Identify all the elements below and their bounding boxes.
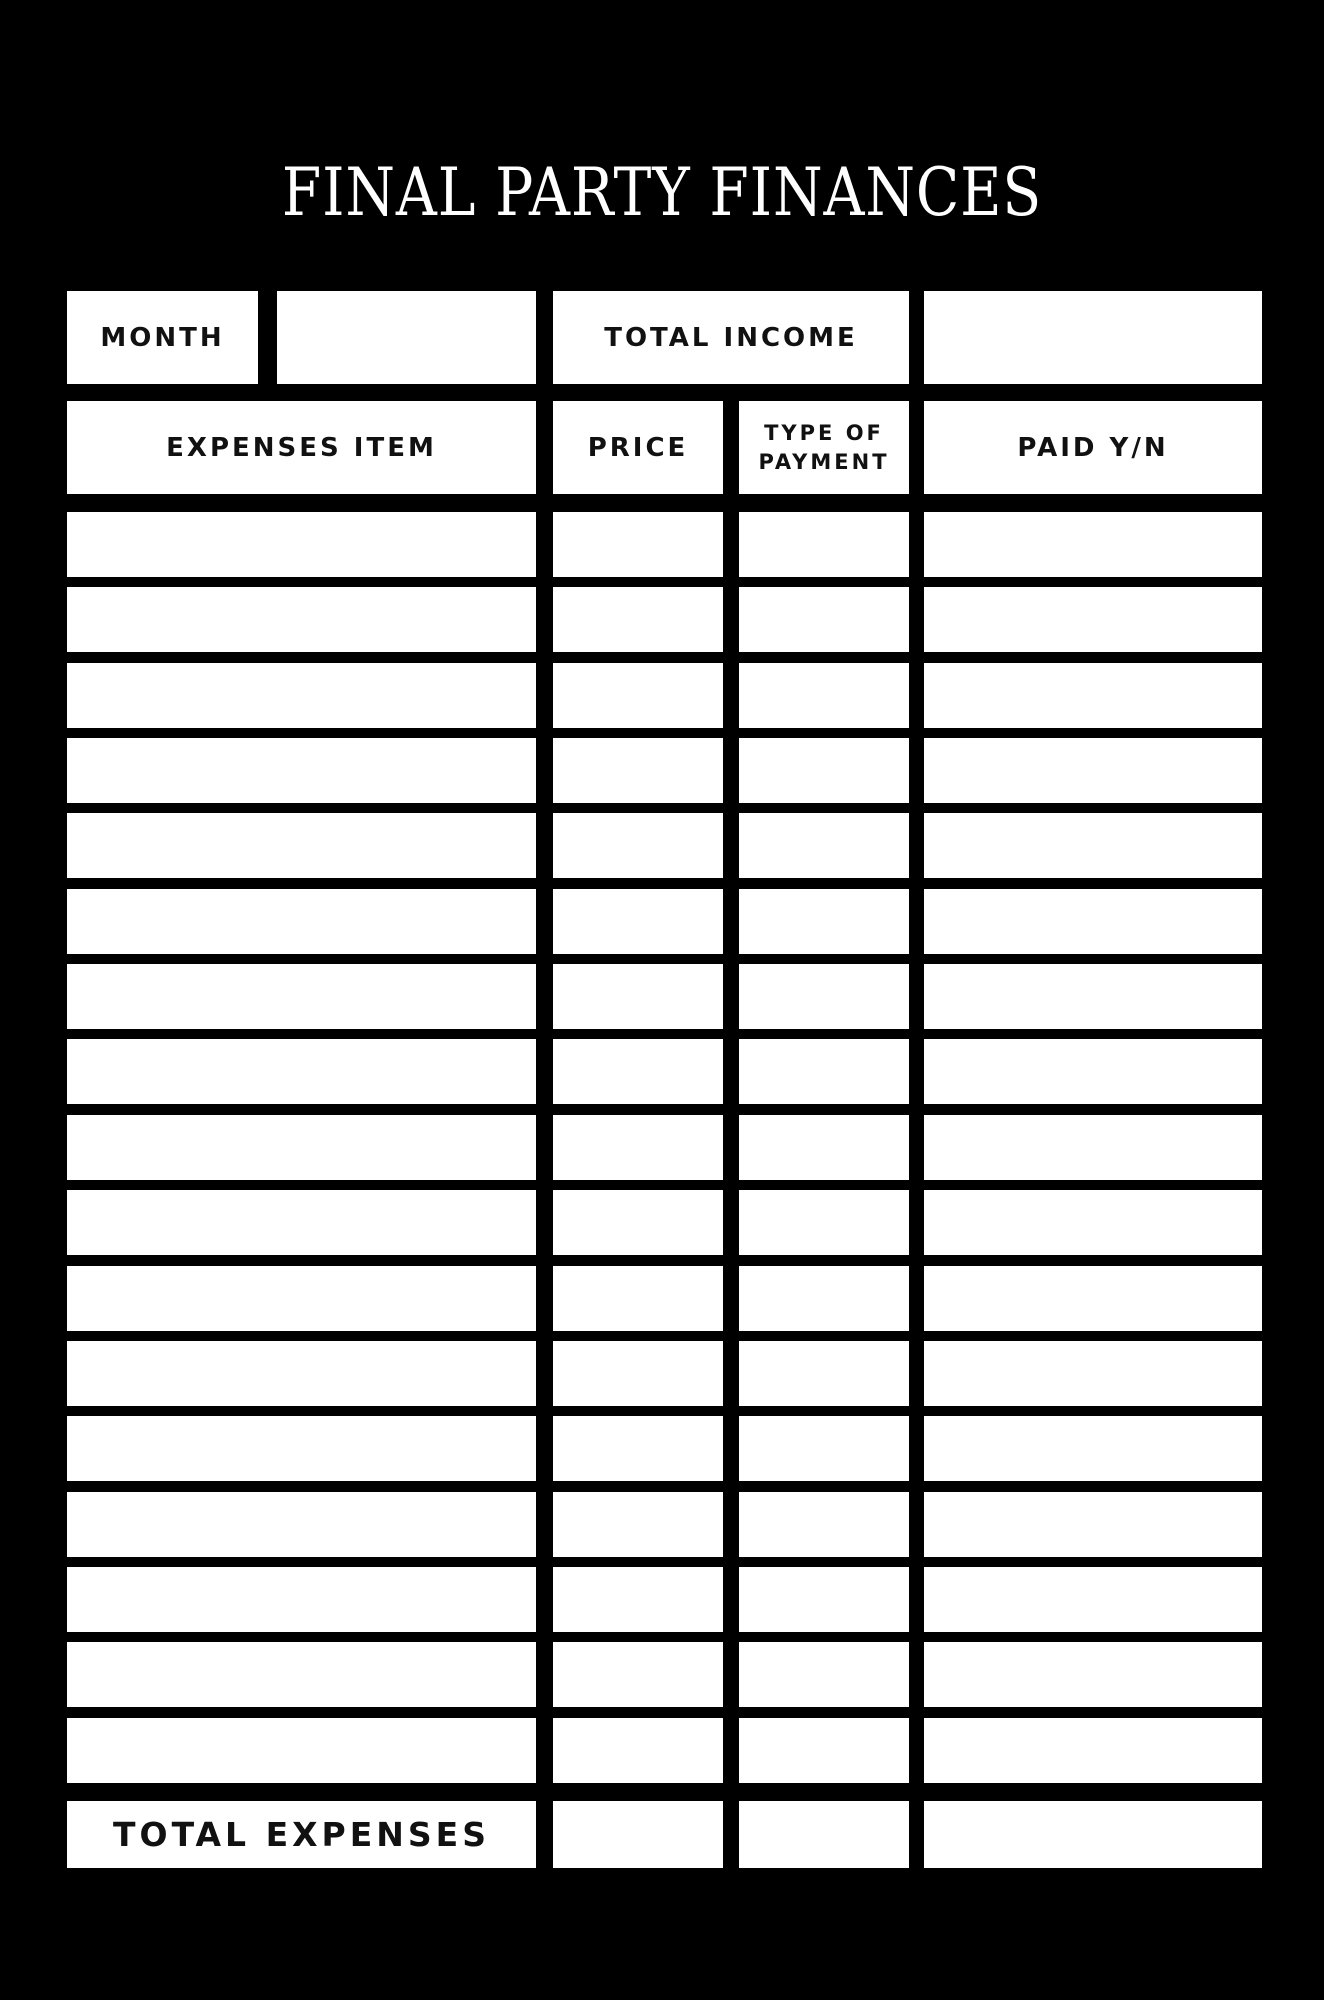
expense-item-cell[interactable] <box>67 1718 536 1783</box>
price-cell[interactable] <box>553 813 723 878</box>
column-header-expenses-item: EXPENSES ITEM <box>67 401 536 494</box>
type-of-payment-line-1: TYPE OF <box>764 420 884 445</box>
paid-cell[interactable] <box>924 964 1262 1029</box>
payment-type-cell[interactable] <box>739 964 909 1029</box>
payment-type-cell[interactable] <box>739 1115 909 1180</box>
paid-cell[interactable] <box>924 587 1262 652</box>
payment-type-cell[interactable] <box>739 1718 909 1783</box>
total-expenses-label: TOTAL EXPENSES <box>67 1801 536 1868</box>
payment-type-cell[interactable] <box>739 1642 909 1707</box>
payment-type-cell[interactable] <box>739 738 909 803</box>
paid-cell[interactable] <box>924 1416 1262 1481</box>
price-cell[interactable] <box>553 512 723 577</box>
payment-type-cell[interactable] <box>739 889 909 954</box>
payment-type-cell[interactable] <box>739 1039 909 1104</box>
price-cell[interactable] <box>553 1266 723 1331</box>
price-cell[interactable] <box>553 1341 723 1406</box>
expense-item-cell[interactable] <box>67 1416 536 1481</box>
paid-cell[interactable] <box>924 1642 1262 1707</box>
price-cell[interactable] <box>553 1416 723 1481</box>
expense-item-cell[interactable] <box>67 1190 536 1255</box>
expense-item-cell[interactable] <box>67 512 536 577</box>
payment-type-cell[interactable] <box>739 1266 909 1331</box>
paid-cell[interactable] <box>924 663 1262 728</box>
paid-cell[interactable] <box>924 1190 1262 1255</box>
total-income-field[interactable] <box>924 291 1262 384</box>
paid-cell[interactable] <box>924 1039 1262 1104</box>
paid-cell[interactable] <box>924 512 1262 577</box>
expense-item-cell[interactable] <box>67 964 536 1029</box>
price-cell[interactable] <box>553 1492 723 1557</box>
type-of-payment-line-2: PAYMENT <box>758 449 890 474</box>
expense-item-cell[interactable] <box>67 889 536 954</box>
total-income-label: TOTAL INCOME <box>553 291 909 384</box>
payment-type-cell[interactable] <box>739 1190 909 1255</box>
price-cell[interactable] <box>553 738 723 803</box>
paid-cell[interactable] <box>924 1718 1262 1783</box>
payment-type-cell[interactable] <box>739 587 909 652</box>
total-paid-field[interactable] <box>924 1801 1262 1868</box>
total-price-field[interactable] <box>553 1801 723 1868</box>
paid-cell[interactable] <box>924 889 1262 954</box>
column-header-price: PRICE <box>553 401 723 494</box>
paid-cell[interactable] <box>924 1567 1262 1632</box>
paid-cell[interactable] <box>924 1341 1262 1406</box>
price-cell[interactable] <box>553 964 723 1029</box>
total-payment-field[interactable] <box>739 1801 909 1868</box>
column-header-paid: PAID Y/N <box>924 401 1262 494</box>
price-cell[interactable] <box>553 889 723 954</box>
payment-type-cell[interactable] <box>739 1567 909 1632</box>
expense-item-cell[interactable] <box>67 1492 536 1557</box>
payment-type-cell[interactable] <box>739 1416 909 1481</box>
payment-type-cell[interactable] <box>739 1492 909 1557</box>
price-cell[interactable] <box>553 1642 723 1707</box>
expense-item-cell[interactable] <box>67 1567 536 1632</box>
price-cell[interactable] <box>553 663 723 728</box>
price-cell[interactable] <box>553 1190 723 1255</box>
expense-item-cell[interactable] <box>67 813 536 878</box>
price-cell[interactable] <box>553 587 723 652</box>
column-header-type-of-payment <box>739 401 909 494</box>
expense-item-cell[interactable] <box>67 1039 536 1104</box>
price-cell[interactable] <box>553 1718 723 1783</box>
price-cell[interactable] <box>553 1115 723 1180</box>
payment-type-cell[interactable] <box>739 1341 909 1406</box>
expense-item-cell[interactable] <box>67 1266 536 1331</box>
month-field[interactable] <box>277 291 536 384</box>
month-label: MONTH <box>67 291 258 384</box>
payment-type-cell[interactable] <box>739 663 909 728</box>
paid-cell[interactable] <box>924 1115 1262 1180</box>
page-title: FINAL PARTY FINANCES <box>281 154 1043 231</box>
expense-item-cell[interactable] <box>67 587 536 652</box>
payment-type-cell[interactable] <box>739 512 909 577</box>
paid-cell[interactable] <box>924 1266 1262 1331</box>
paid-cell[interactable] <box>924 1492 1262 1557</box>
expense-item-cell[interactable] <box>67 1341 536 1406</box>
expense-item-cell[interactable] <box>67 738 536 803</box>
payment-type-cell[interactable] <box>739 813 909 878</box>
price-cell[interactable] <box>553 1567 723 1632</box>
paid-cell[interactable] <box>924 738 1262 803</box>
price-cell[interactable] <box>553 1039 723 1104</box>
expense-item-cell[interactable] <box>67 1642 536 1707</box>
expense-item-cell[interactable] <box>67 1115 536 1180</box>
paid-cell[interactable] <box>924 813 1262 878</box>
expense-item-cell[interactable] <box>67 663 536 728</box>
